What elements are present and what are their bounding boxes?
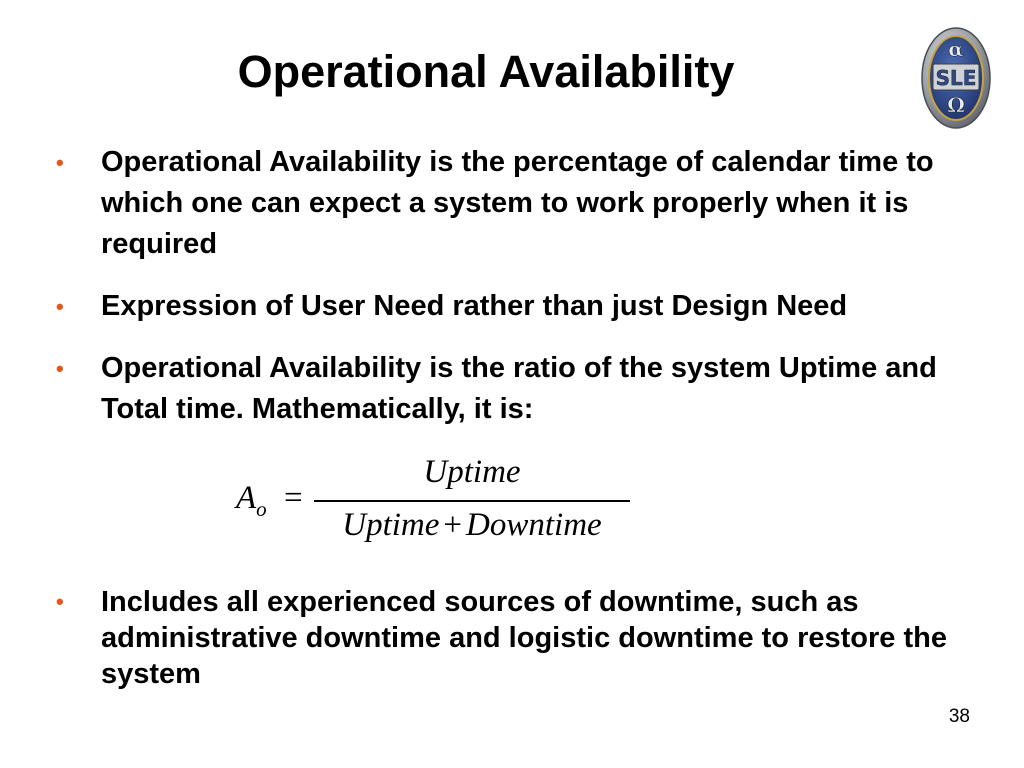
bullet-text: Expression of User Need rather than just Design Need [101,290,848,322]
bullet-marker: • [56,150,64,175]
bullet-item [56,584,986,692]
denominator-uptime: Uptime [342,507,440,543]
formula-symbol: A [236,480,257,516]
emblem-text: SLE [935,66,977,90]
bullet-item [56,286,986,327]
formula-subscript: o [256,497,267,521]
bullet-item [56,142,986,265]
bullet-text: Operational Availability is the percentage of calendar time to which one can expect a system to work properly when it is required [101,146,934,260]
formula-lhs [236,480,267,522]
bullet-text: Operational Availability is the ratio of the system Uptime and Total time. Mathematically, it is: [101,352,937,425]
page-number: 38 [948,706,970,727]
formula-equals: = [284,480,303,516]
availability-formula [232,452,652,552]
denominator-plus: + [443,507,463,543]
fraction-bar [314,500,630,502]
bullet-marker: • [56,294,64,319]
sle-emblem-icon [920,26,992,130]
bullet-marker: • [56,589,64,614]
denominator-downtime: Downtime [466,507,602,543]
slide-title: Operational Availability [237,46,735,97]
emblem-omega: Ω [947,93,965,117]
bullet-marker: • [56,356,64,381]
bullet-item [56,348,986,430]
formula-denominator [314,507,630,544]
bullet-text: Includes all experienced sources of downtime, such as administrative downtime and logistic downtime to restore the system [101,586,947,690]
formula-numerator: Uptime [423,454,521,490]
emblem-alpha: α [948,37,964,61]
